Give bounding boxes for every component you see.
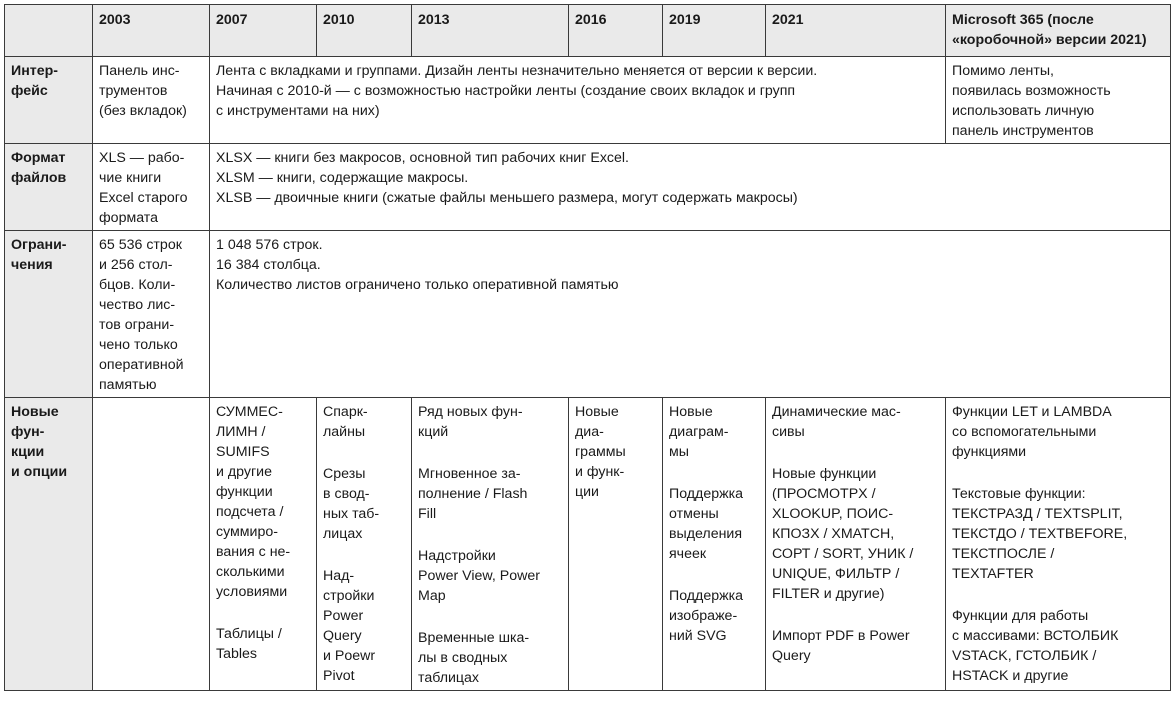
paragraph-gap (952, 584, 1164, 606)
col-header-2003: 2003 (93, 5, 210, 57)
paragraph-gap (323, 442, 405, 464)
cell-line: фун- (11, 424, 45, 440)
features-2010-cell (317, 398, 412, 691)
feature-line: HSTACK и другие (952, 668, 1069, 684)
feature-line: Спарк- (323, 404, 368, 420)
cell-line: и опции (11, 464, 68, 480)
row-limits (5, 231, 1171, 398)
cell-line: Лента с вкладками и группами. Дизайн ленты незначительно меняется от версии к версии. (216, 63, 818, 79)
feature-line: с массивами: ВСТОЛБИК (952, 628, 1119, 644)
feature-line: Текстовые функции: (952, 486, 1086, 502)
feature-line: лицах (323, 526, 363, 542)
feature-line: Импорт PDF в Power (772, 628, 910, 644)
cell-line: и 256 стол- (99, 257, 173, 273)
feature-line: Fill (418, 506, 437, 522)
cell-line: Начиная с 2010-й — с возможностью настройки ленты (создание своих вкладок и групп (216, 83, 796, 99)
feature-line: суммиро- (216, 524, 278, 540)
features-m365-cell (946, 398, 1171, 691)
feature-line: выделения (669, 526, 743, 542)
formats-2003-cell (93, 144, 210, 231)
cell-line: тов ограни- (99, 317, 175, 333)
feature-line: Поддержка (669, 588, 744, 604)
row-header-limits (5, 231, 93, 398)
interface-2003-cell (93, 57, 210, 144)
paragraph-gap (418, 606, 562, 628)
header-row (5, 5, 1171, 57)
feature-line: стройки (323, 588, 375, 604)
row-features (5, 398, 1171, 691)
feature-line: КПОЗХ / XMATCH, (772, 526, 895, 542)
paragraph-gap (772, 442, 939, 464)
cell-line: Ограни- (11, 237, 67, 253)
feature-line: сколькими (216, 564, 285, 580)
feature-line: и Poewr (323, 648, 376, 664)
cell-line: памятью (99, 377, 157, 393)
feature-line: Срезы (323, 466, 366, 482)
col-header-2013: 2013 (412, 5, 569, 57)
paragraph-gap (216, 602, 310, 624)
feature-line: UNIQUE, ФИЛЬТР / (772, 566, 900, 582)
feature-line: диа- (575, 424, 604, 440)
row-header-formats (5, 144, 93, 231)
col-header-2010: 2010 (317, 5, 412, 57)
feature-line: (ПРОСМОТРX / (772, 486, 876, 502)
cell-line: панель инструментов (952, 123, 1094, 139)
feature-line: Tables (216, 646, 258, 662)
feature-line: ячеек (669, 546, 707, 562)
cell-line: 65 536 строк (99, 237, 182, 253)
cell-line: трументов (99, 83, 168, 99)
feature-line: ТЕКСТРАЗД / TEXTSPLIT, (952, 506, 1123, 522)
paragraph-gap (669, 564, 759, 586)
interface-m365-cell (946, 57, 1171, 144)
features-2016-cell (569, 398, 663, 691)
cell-line: XLSB — двоичные книги (сжатые файлы меньшего размера, могут содержать макросы) (216, 190, 798, 206)
paragraph-gap (772, 604, 939, 626)
feature-line: сивы (772, 424, 805, 440)
feature-line: Динамические мас- (772, 404, 901, 420)
feature-line: TEXTAFTER (952, 566, 1034, 582)
paragraph-gap (418, 442, 562, 464)
cell-line: чения (11, 257, 53, 273)
feature-line: SUMIFS (216, 444, 270, 460)
feature-line: СОРТ / SORT, УНИК / (772, 546, 914, 562)
feature-line: ЛИМН / (216, 424, 266, 440)
feature-line: Функции для работы (952, 608, 1089, 624)
feature-line: Power View, Power (418, 568, 540, 584)
features-2021-cell (766, 398, 946, 691)
row-header-interface (5, 57, 93, 144)
feature-line: ний SVG (669, 628, 727, 644)
formats-modern-cell (210, 144, 1171, 231)
feature-line: VSTACK, ГСТОЛБИК / (952, 648, 1097, 664)
cell-line: Интер- (11, 63, 58, 79)
feature-line: подсчета / (216, 504, 284, 520)
cell-line: XLS — рабо- (99, 150, 185, 166)
features-2003-cell (93, 398, 210, 691)
feature-line: Новые (669, 404, 713, 420)
cell-line: 16 384 столбца. (216, 257, 321, 273)
cell-line: Новые (11, 404, 59, 420)
feature-line: СУММЕС- (216, 404, 283, 420)
feature-line: Временные шка- (418, 630, 530, 646)
feature-line: Power (323, 608, 364, 624)
col-header-2021: 2021 (766, 5, 946, 57)
cell-line: чество лис- (99, 297, 176, 313)
feature-line: Query (323, 628, 362, 644)
features-2013-cell (412, 398, 569, 691)
cell-line: (без вкладок) (99, 103, 187, 119)
col-header-m365: Microsoft 365 (после «коробочной» версии 2021) (946, 5, 1171, 57)
cell-line: XLSX — книги без макросов, основной тип рабочих книг Excel. (216, 150, 629, 166)
feature-line: изображе- (669, 608, 738, 624)
feature-line: со вспомогательными (952, 424, 1097, 440)
feature-line: таблицах (418, 670, 480, 686)
feature-line: полнение / Flash (418, 486, 528, 502)
feature-line: ных таб- (323, 506, 380, 522)
feature-line: ТЕКСТПОСЛЕ / (952, 546, 1055, 562)
feature-line: вания с не- (216, 544, 291, 560)
feature-line: Pivot (323, 668, 355, 684)
feature-line: кций (418, 424, 449, 440)
features-2007-cell (210, 398, 317, 691)
feature-line: лы в сводных (418, 650, 508, 666)
feature-line: условиями (216, 584, 288, 600)
paragraph-gap (952, 462, 1164, 484)
limits-modern-cell (210, 231, 1171, 398)
feature-line: Ряд новых фун- (418, 404, 523, 420)
feature-line: Над- (323, 568, 355, 584)
cell-line: бцов. Коли- (99, 277, 176, 293)
cell-line: фейс (11, 83, 48, 99)
feature-line: Таблицы / (216, 626, 282, 642)
feature-line: Map (418, 588, 446, 604)
feature-line: Новые (575, 404, 619, 420)
cell-line: появилась возможность (952, 83, 1111, 99)
row-interface (5, 57, 1171, 144)
cell-line: Панель инс- (99, 63, 180, 79)
feature-line: диаграм- (669, 424, 729, 440)
feature-line: Мгновенное за- (418, 466, 521, 482)
col-header-2019: 2019 (663, 5, 766, 57)
cell-line: кции (11, 444, 45, 460)
feature-line: Поддержка (669, 486, 744, 502)
cell-line: Excel старого (99, 190, 188, 206)
cell-line: с инструментами на них) (216, 103, 380, 119)
feature-line: Надстройки (418, 548, 496, 564)
feature-line: граммы (575, 444, 626, 460)
limits-2003-cell (93, 231, 210, 398)
feature-line: Query (772, 648, 811, 664)
feature-line: функции (216, 484, 273, 500)
cell-line: использовать личную (952, 103, 1095, 119)
col-header-2007: 2007 (210, 5, 317, 57)
excel-versions-table (4, 4, 1171, 691)
feature-line: FILTER и другие) (772, 586, 885, 602)
feature-line: мы (669, 444, 689, 460)
features-2019-cell (663, 398, 766, 691)
feature-line: XLOOKUP, ПОИС- (772, 506, 894, 522)
cell-line: XLSM — книги, содержащие макросы. (216, 170, 469, 186)
cell-line: формата (99, 210, 159, 226)
feature-line: функциями (952, 444, 1027, 460)
feature-line: в свод- (323, 486, 370, 502)
feature-line: Функции LET и LAMBDA (952, 404, 1112, 420)
cell-line: 1 048 576 строк. (216, 237, 323, 253)
cell-line: Количество листов ограничено только оперативной памятью (216, 277, 619, 293)
interface-ribbon-cell (210, 57, 946, 144)
col-header-2016: 2016 (569, 5, 663, 57)
corner-cell (5, 5, 93, 57)
cell-line: Формат (11, 150, 66, 166)
cell-line: оперативной (99, 357, 184, 373)
cell-line: Помимо ленты, (952, 63, 1054, 79)
paragraph-gap (669, 462, 759, 484)
paragraph-gap (323, 544, 405, 566)
paragraph-gap (418, 524, 562, 546)
cell-line: файлов (11, 170, 67, 186)
row-header-features (5, 398, 93, 691)
feature-line: и функ- (575, 464, 625, 480)
feature-line: ТЕКСТДО / TEXTBEFORE, (952, 526, 1128, 542)
feature-line: ции (575, 484, 599, 500)
feature-line: и другие (216, 464, 272, 480)
cell-line: чено только (99, 337, 178, 353)
feature-line: Новые функции (772, 466, 877, 482)
feature-line: отмены (669, 506, 719, 522)
feature-line: лайны (323, 424, 366, 440)
cell-line: чие книги (99, 170, 162, 186)
row-formats (5, 144, 1171, 231)
